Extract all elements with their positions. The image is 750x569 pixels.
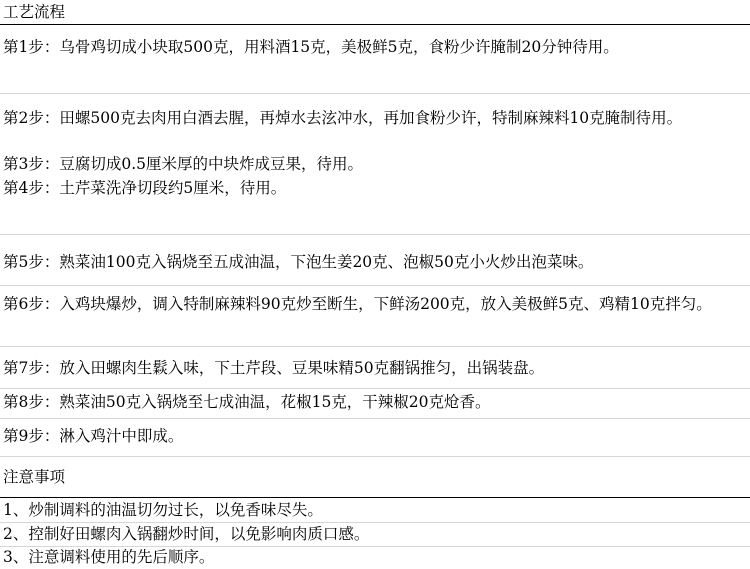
step-9-text: 第9步：淋入鸡汁中即成。: [3, 427, 184, 445]
step-7-text: 第7步：放入田螺肉生鬏入味，下土芹段、豆果味精50克翻锅推匀，出锅装盘。: [3, 359, 545, 377]
step-3: [0, 153, 750, 176]
step-1-text: 第1步：乌骨鸡切成小块取500克，用料酒15克，美极鲜5克，食粉少许腌制20分钟待用。: [3, 38, 619, 56]
row-divider: [0, 388, 750, 389]
step-4-text: 第4步：土芹菜洗净切段约5厘米，待用。: [3, 179, 287, 197]
step-7: [0, 357, 750, 380]
step-3-text: 第3步：豆腐切成0.5厘米厚的中块炸成豆果，待用。: [3, 155, 364, 173]
row-divider: [0, 456, 750, 457]
section-title-notes: [0, 466, 750, 489]
title-underline: [0, 24, 750, 25]
row-divider: [0, 418, 750, 419]
row-divider: [0, 346, 750, 347]
note-2: [0, 523, 750, 546]
row-divider: [0, 234, 750, 235]
step-6-text: 第6步：入鸡块爆炒，调入特制麻辣料90克炒至断生，下鲜汤200克，放入美极鲜5克、鸡精10克拌匀。: [3, 295, 712, 313]
note-1: [0, 499, 750, 522]
step-9: [0, 425, 750, 448]
step-5: [0, 251, 750, 274]
step-1: [0, 36, 750, 59]
notes-underline: [0, 497, 750, 498]
note-3-text: 3、注意调料使用的先后顺序。: [3, 548, 215, 566]
note-1-text: 1、炒制调料的油温切勿过长，以免香味尽失。: [3, 501, 323, 519]
section-title-process: [0, 1, 750, 24]
row-divider: [0, 93, 750, 94]
step-8: [0, 391, 750, 414]
note-2-text: 2、控制好田螺肉入锅翻炒时间，以免影响肉质口感。: [3, 525, 370, 543]
section-title-text: 工艺流程: [3, 3, 66, 21]
step-2: [0, 107, 750, 130]
step-6: [0, 293, 750, 316]
step-4: [0, 177, 750, 200]
step-8-text: 第8步：熟菜油50克入锅烧至七成油温，花椒15克，干辣椒20克炝香。: [3, 393, 491, 411]
row-divider: [0, 285, 750, 286]
note-3: [0, 546, 750, 569]
step-5-text: 第5步：熟菜油100克入锅烧至五成油温，下泡生姜20克、泡椒50克小火炒出泡菜味。: [3, 253, 594, 271]
section-title-text: 注意事项: [3, 468, 66, 486]
step-2-text: 第2步：田螺500克去肉用白酒去腥，再焯水去泫冲水，再加食粉少许，特制麻辣料10克腌制待用。: [3, 109, 683, 127]
